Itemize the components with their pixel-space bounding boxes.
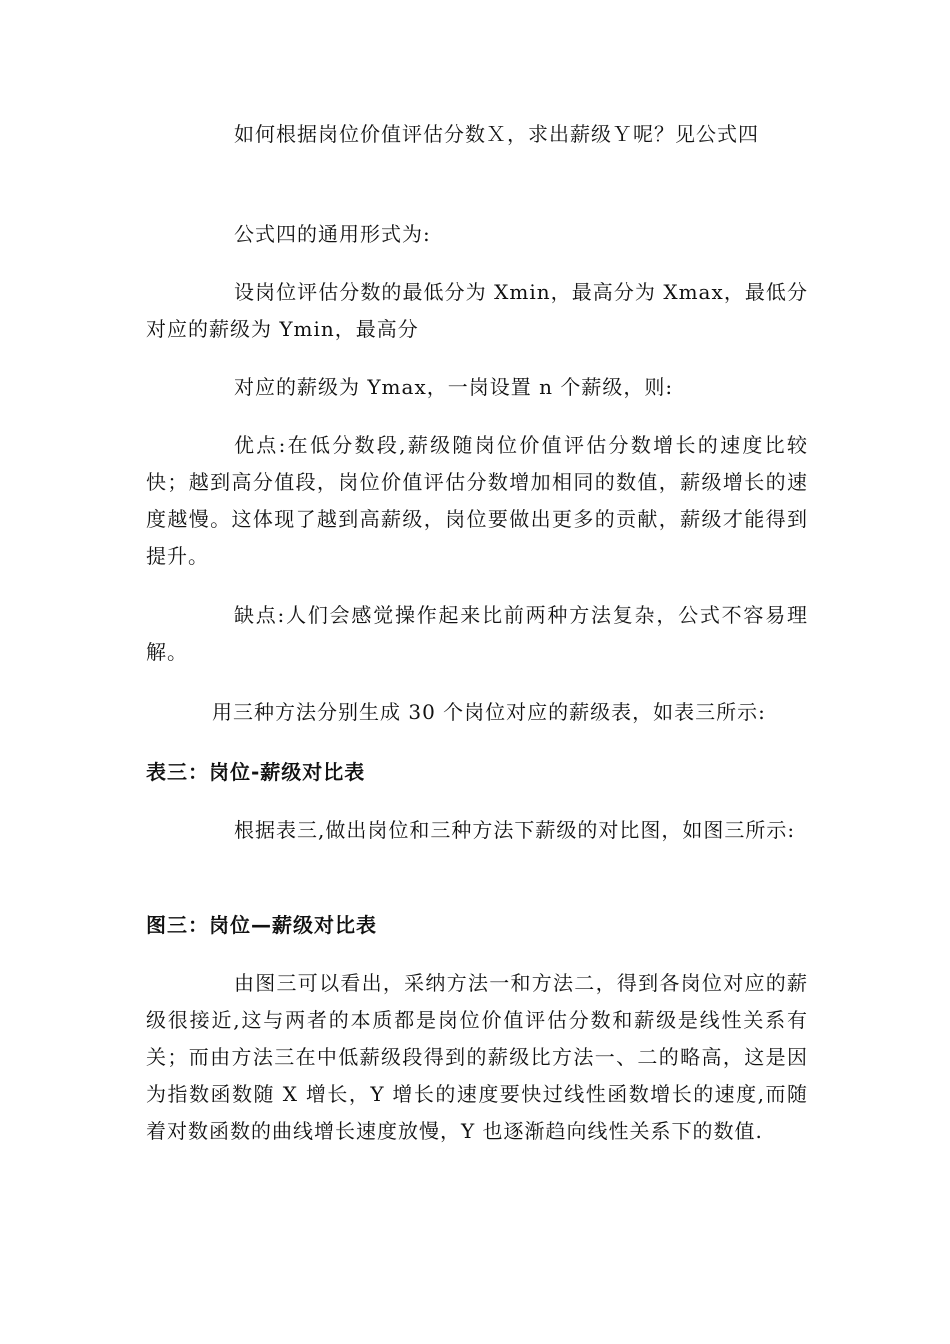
paragraph-figure-intro: 根据表三,做出岗位和三种方法下薪级的对比图，如图三所示:: [234, 818, 796, 842]
paragraph-formula-intro: 公式四的通用形式为:: [234, 222, 431, 246]
paragraph-formula-continuation: 对应的薪级为 Ymax，一岗设置 n 个薪级，则:: [234, 375, 674, 399]
paragraph-advantages: 优点:在低分数段,薪级随岗位价值评估分数增长的速度比较快；越到高分值段，岗位价值评估分数增加相同的数值，薪级增长的速度越慢。这体现了越到高薪级，岗位要做出更多的贡献，薪级才能得到提升。: [146, 433, 808, 568]
paragraph-analysis: 由图三可以看出，采纳方法一和方法二，得到各岗位对应的薪级很接近,这与两者的本质都是岗位价值评估分数和薪级是线性关系有关；而由方法三在中低薪级段得到的薪级比方法一、二的略高，这是因为指数函数随 X 增长，Y 增长的速度要快过线性函数增长的速度,而随着对数函数的曲线增长速度放慢，Y 也逐渐趋向线性关系下的数值.: [146, 971, 808, 1143]
paragraph-disadvantages: 缺点:人们会感觉操作起来比前两种方法复杂，公式不容易理解。: [146, 603, 808, 664]
paragraph-formula-definition: 设岗位评估分数的最低分为 Xmin，最高分为 Xmax，最低分对应的薪级为 Ymin，最高分: [146, 280, 808, 341]
figure-caption: 图三：岗位—薪级对比表: [146, 913, 377, 937]
paragraph-question: 如何根据岗位价值评估分数Ｘ，求出薪级Ｙ呢？见公式四: [234, 122, 759, 146]
paragraph-table-intro: 用三种方法分别生成 30 个岗位对应的薪级表，如表三所示:: [212, 700, 766, 724]
table-caption: 表三：岗位-薪级对比表: [146, 760, 366, 784]
